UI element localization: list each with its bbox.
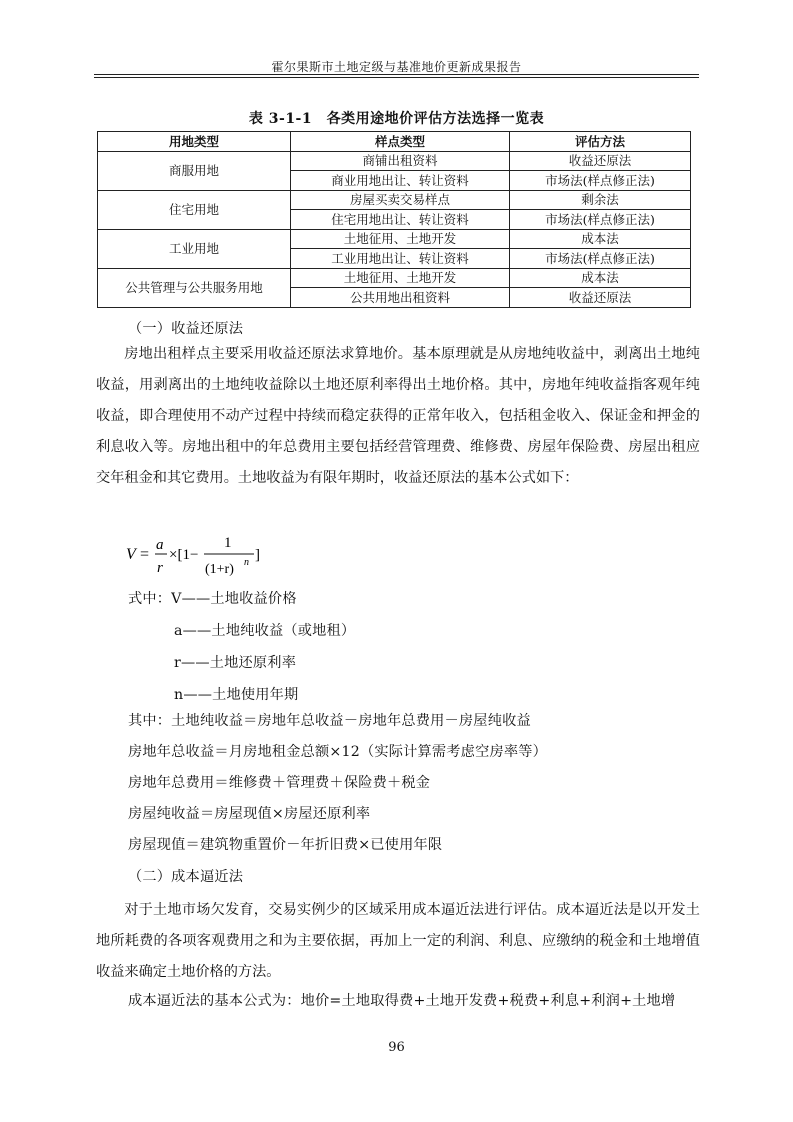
equation-line: 房屋纯收益＝房屋现值×房屋还原利率: [128, 806, 371, 822]
sample-cell: 房屋买卖交易样点: [291, 190, 510, 210]
income-formula: [126, 532, 286, 582]
formula-equals: =: [140, 546, 150, 563]
formula-one: 1: [224, 535, 232, 551]
method-cell: 市场法(样点修正法): [510, 210, 691, 230]
income-method-paragraph: [96, 339, 700, 494]
cost-formula-line: 成本逼近法的基本公式为：地价=土地取得费+土地开发费+税费+利息+利润+土地增: [128, 993, 676, 1009]
formula-denominator: (1+r): [205, 562, 234, 577]
sample-cell: 工业用地出让、转让资料: [291, 249, 510, 269]
sample-cell: 商铺出租资料: [291, 151, 510, 171]
where-item: r——土地还原利率: [174, 655, 297, 671]
method-cell: 剩余法: [510, 190, 691, 210]
where-item: a——土地纯收益（或地租）: [174, 623, 356, 639]
header-rule-thick: [94, 74, 699, 75]
sample-cell: 土地征用、土地开发: [291, 229, 510, 249]
table-row: [98, 151, 691, 171]
page-number: 96: [388, 1040, 405, 1055]
land-type-cell: 商服用地: [98, 151, 291, 190]
column-header: 评估方法: [510, 132, 691, 152]
formula-a: a: [156, 537, 164, 553]
land-type-cell: 工业用地: [98, 229, 291, 268]
section-heading-income: （一）收益还原法: [128, 321, 244, 337]
formula-v: V: [126, 546, 136, 563]
method-cell: 收益还原法: [510, 288, 691, 308]
paragraph-text: 对于土地市场欠发育，交易实例少的区域采用成本逼近法进行评估。成本逼近法是以开发土地所耗费的各项客观费用之和为主要依据，再加上一定的利润、利息、应缴纳的税金和土地增值收益来确定土地价格的方法。: [96, 902, 700, 980]
table-header-row: [98, 132, 691, 152]
paragraph-text: 房地出租样点主要采用收益还原法求算地价。基本原理就是从房地纯收益中，剥离出土地纯收益，用剥离出的土地纯收益除以土地还原利率得出土地价格。其中，房地年纯收益指客观年纯收益，即合理使用不动产过程中持续而稳定获得的正常年收入，包括租金收入、保证金和押金的利息收入等。房地出租中的年总费用主要包括经营管理费、维修费、房屋年保险费、房屋出租应交年租金和其它费用。土地收益为有限年期时，收益还原法的基本公式如下：: [96, 346, 700, 486]
formula-close: ]: [255, 547, 260, 563]
table-row: [98, 229, 691, 249]
method-cell: 市场法(样点修正法): [510, 249, 691, 269]
equation-line: 房屋现值＝建筑物重置价－年折旧费×已使用年限: [128, 837, 443, 853]
sample-cell: 住宅用地出让、转让资料: [291, 210, 510, 230]
where-item: n——土地使用年期: [174, 687, 299, 703]
table-caption: 表 3-1-1 各类用途地价评估方法选择一览表: [248, 111, 545, 127]
sample-cell: 商业用地出让、转让资料: [291, 171, 510, 191]
formula-exponent: n: [244, 557, 249, 568]
method-cell: 市场法(样点修正法): [510, 171, 691, 191]
land-type-cell: 公共管理与公共服务用地: [98, 268, 291, 307]
page-header: 霍尔果斯市土地定级与基准地价更新成果报告: [271, 60, 522, 74]
section-heading-cost: （二）成本逼近法: [128, 869, 244, 885]
method-cell: 收益还原法: [510, 151, 691, 171]
sample-cell: 公共用地出租资料: [291, 288, 510, 308]
table-row: [98, 268, 691, 288]
equation-line: 房地年总收益＝月房地租金总额×12（实际计算需考虑空房率等）: [128, 744, 548, 760]
method-cell: 成本法: [510, 229, 691, 249]
formula-bracket: ×[1−: [169, 547, 199, 563]
table-row: [98, 190, 691, 210]
column-header: 样点类型: [291, 132, 510, 152]
method-cell: 成本法: [510, 268, 691, 288]
land-type-cell: 住宅用地: [98, 190, 291, 229]
sample-cell: 土地征用、土地开发: [291, 268, 510, 288]
method-table: [97, 131, 691, 308]
header-rule-thin: [94, 77, 699, 78]
equation-line: 其中：土地纯收益＝房地年总收益－房地年总费用－房屋纯收益: [128, 713, 531, 729]
equation-line: 房地年总费用＝维修费＋管理费＋保险费＋税金: [128, 775, 431, 791]
where-intro: 式中：V——土地收益价格: [128, 591, 297, 607]
cost-method-paragraph: [96, 895, 700, 988]
formula-r: r: [157, 560, 163, 576]
column-header: 用地类型: [98, 132, 291, 152]
